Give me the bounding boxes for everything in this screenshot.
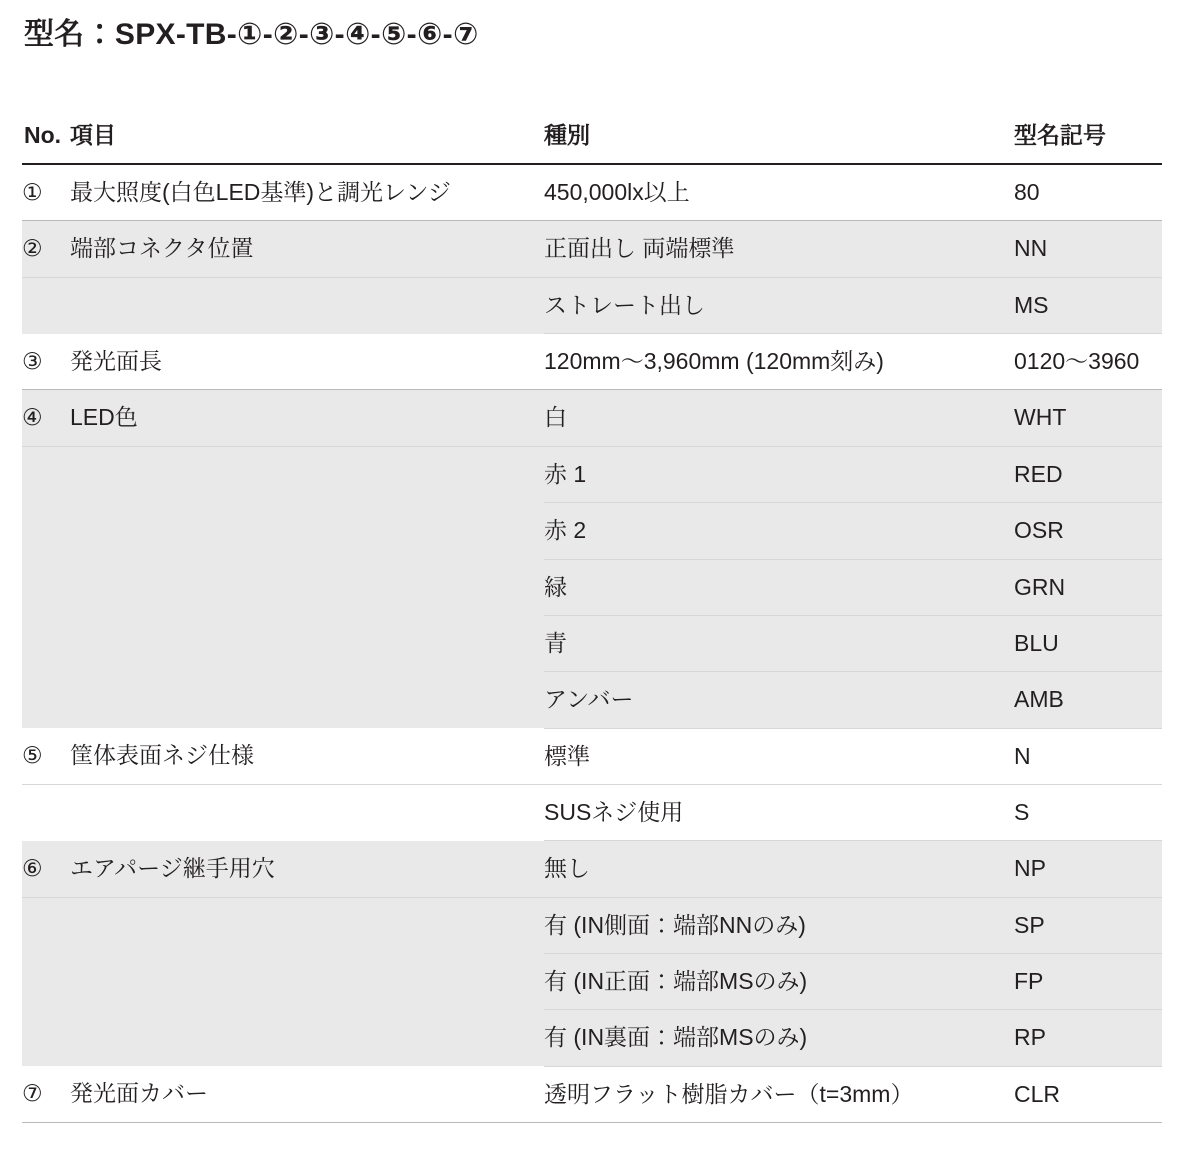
column-header-no: No.	[22, 112, 70, 165]
table-row	[22, 672, 1162, 728]
cell-code: OSR	[1014, 503, 1162, 559]
cell-no	[22, 1010, 70, 1066]
cell-code: N	[1014, 728, 1162, 784]
page-title: 型名：SPX-TB-①-②-③-④-⑤-⑥-⑦	[24, 18, 479, 51]
cell-item: 最大照度(白色LED基準)と調光レンジ	[70, 164, 544, 221]
table-row	[22, 1010, 1162, 1066]
column-header-item: 項目	[70, 112, 544, 165]
cell-type: 有 (IN側面：端部NNのみ)	[544, 897, 1014, 953]
cell-type: 120mm〜3,960mm (120mm刻み)	[544, 334, 1014, 390]
document-page	[0, 16, 1184, 1152]
cell-no: ③	[22, 334, 70, 390]
cell-code: AMB	[1014, 672, 1162, 728]
cell-type: 正面出し 両端標準	[544, 221, 1014, 277]
cell-type: 450,000lx以上	[544, 164, 1014, 221]
cell-code: CLR	[1014, 1066, 1162, 1122]
cell-no: ⑤	[22, 728, 70, 784]
cell-code: NP	[1014, 841, 1162, 897]
model-code-table	[22, 112, 1162, 1123]
cell-no: ①	[22, 164, 70, 221]
cell-item: 発光面長	[70, 334, 544, 390]
cell-type: SUSネジ使用	[544, 784, 1014, 840]
table-row	[22, 446, 1162, 502]
table-row	[22, 390, 1162, 446]
cell-type: アンバー	[544, 672, 1014, 728]
cell-item	[70, 1010, 544, 1066]
column-header-code: 型名記号	[1014, 112, 1162, 165]
cell-type: 標準	[544, 728, 1014, 784]
cell-code: RP	[1014, 1010, 1162, 1066]
table-row	[22, 841, 1162, 897]
cell-no	[22, 559, 70, 615]
cell-no: ②	[22, 221, 70, 277]
cell-type: 青	[544, 615, 1014, 671]
cell-item	[70, 897, 544, 953]
table-header-row	[22, 112, 1162, 165]
cell-item	[70, 559, 544, 615]
cell-item: 筐体表面ネジ仕様	[70, 728, 544, 784]
cell-item	[70, 953, 544, 1009]
cell-no	[22, 672, 70, 728]
cell-item	[70, 277, 544, 333]
cell-no	[22, 953, 70, 1009]
cell-item	[70, 446, 544, 502]
cell-no	[22, 784, 70, 840]
table-row	[22, 953, 1162, 1009]
column-header-type: 種別	[544, 112, 1014, 165]
table-row	[22, 334, 1162, 390]
table-row	[22, 164, 1162, 221]
cell-no	[22, 897, 70, 953]
cell-code: NN	[1014, 221, 1162, 277]
cell-code: MS	[1014, 277, 1162, 333]
cell-item: 端部コネクタ位置	[70, 221, 544, 277]
cell-type: 赤 1	[544, 446, 1014, 502]
cell-code: SP	[1014, 897, 1162, 953]
table-header	[22, 112, 1162, 165]
table-row	[22, 277, 1162, 333]
cell-no: ⑦	[22, 1066, 70, 1122]
cell-type: 有 (IN正面：端部MSのみ)	[544, 953, 1014, 1009]
cell-no	[22, 277, 70, 333]
cell-type: 透明フラット樹脂カバー（t=3mm）	[544, 1066, 1014, 1122]
cell-item	[70, 503, 544, 559]
cell-no: ④	[22, 390, 70, 446]
cell-code: 0120〜3960	[1014, 334, 1162, 390]
cell-code: S	[1014, 784, 1162, 840]
cell-code: RED	[1014, 446, 1162, 502]
cell-item	[70, 672, 544, 728]
cell-item: LED色	[70, 390, 544, 446]
cell-item: エアパージ継手用穴	[70, 841, 544, 897]
cell-item	[70, 615, 544, 671]
table-row	[22, 728, 1162, 784]
cell-item: 発光面カバー	[70, 1066, 544, 1122]
cell-type: 無し	[544, 841, 1014, 897]
table-row	[22, 559, 1162, 615]
cell-code: GRN	[1014, 559, 1162, 615]
cell-code: FP	[1014, 953, 1162, 1009]
table-row	[22, 897, 1162, 953]
cell-code: 80	[1014, 164, 1162, 221]
table-row	[22, 615, 1162, 671]
cell-code: BLU	[1014, 615, 1162, 671]
table-row	[22, 503, 1162, 559]
cell-item	[70, 784, 544, 840]
table-row	[22, 1066, 1162, 1122]
cell-no	[22, 446, 70, 502]
cell-type: 緑	[544, 559, 1014, 615]
cell-no: ⑥	[22, 841, 70, 897]
cell-code: WHT	[1014, 390, 1162, 446]
cell-type: ストレート出し	[544, 277, 1014, 333]
cell-type: 有 (IN裏面：端部MSのみ)	[544, 1010, 1014, 1066]
table-row	[22, 221, 1162, 277]
table-row	[22, 784, 1162, 840]
cell-type: 白	[544, 390, 1014, 446]
cell-no	[22, 615, 70, 671]
cell-no	[22, 503, 70, 559]
table-body	[22, 164, 1162, 1122]
cell-type: 赤 2	[544, 503, 1014, 559]
